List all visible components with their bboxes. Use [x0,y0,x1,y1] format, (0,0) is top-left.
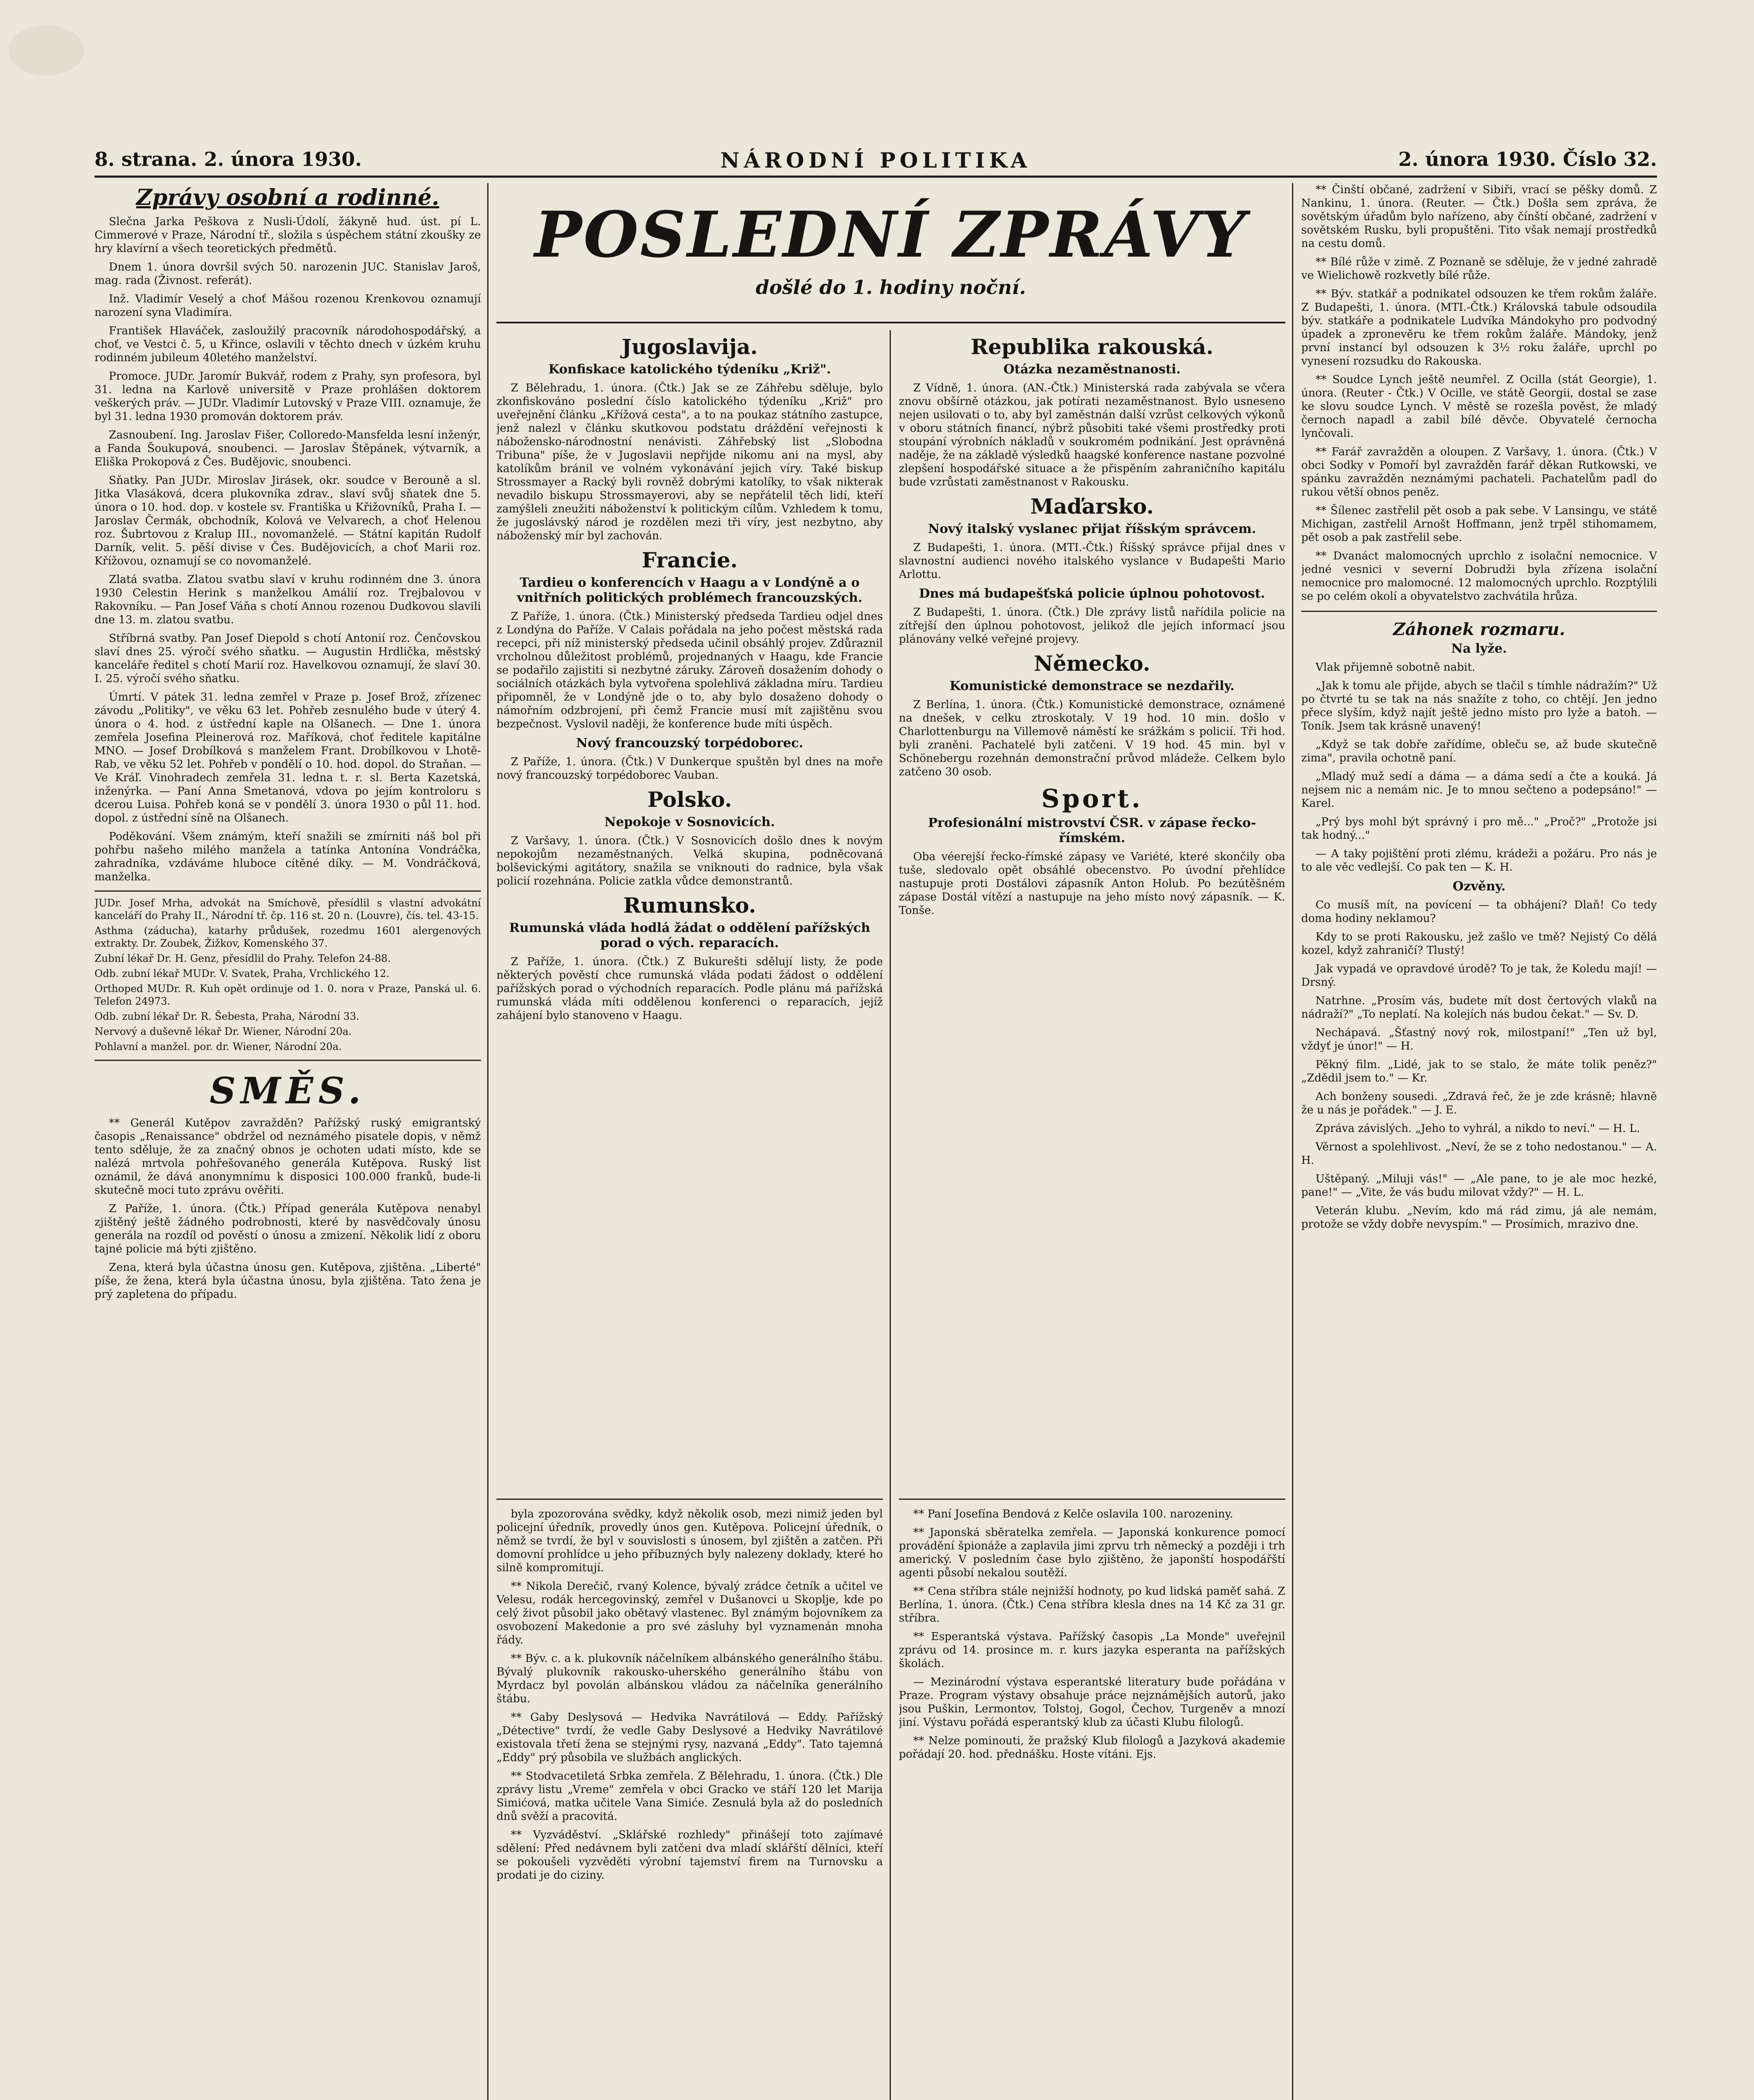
article-paragraph: Poděkování. Všem známým, kteří snažili se zmírniti náš bol při pohřbu našeho milého manžela a tatínka Antonína Vondráčka, zahradníka, vzdáváme hluboce cítěné díky. — M. Vondráčková, manželka. [95,830,481,883]
article-paragraph: Nechápavá. „Šťastný nový rok, milostpaní!" „Ten už byl, vždyť je únor!" — H. [1301,1026,1657,1053]
article-paragraph: Zpráva závislých. „Jeho to vyhrál, a nikdo to neví." — H. L. [1316,1122,1640,1135]
article-paragraph: ** Býv. statkář a podnikatel odsouzen ke třem rokům žaláře. Z Budapešti, 1. února. (MTI.-Čtk.) Královská tabule odsoudila býv. statkáře a podnikatele Ludvíka Mándokyho pro podvodný úpadek a zpronevěru ke třem rokům žaláře. Mándoky, jenž první instancí byl odsouzen k 3½ roku žaláře, uprchl po vynesení rozsudku do Rakouska. [1301,288,1657,368]
column-personal-news [95,183,481,2100]
article-headline: Otázka nezaměstnanosti. [1003,362,1181,377]
banner-title: POSLEDNÍ ZPRÁVY [534,198,1247,272]
section-divider [496,1499,883,1500]
classified-ad: Orthoped MUDr. R. Kuh opět ordinuje od 1. 0. nora v Praze, Panská ul. 6. Telefon 24973. [95,983,481,1007]
article-paragraph: Z Paříže, 1. února. (Čtk.) Ministerský předseda Tardieu odjel dnes z Londýna do Paříže. V Calais pořádala na jeho počest městská rada recepci, při níž ministerský předseda učinil obsáhlý projev. Zdůraznil vrcholnou důležitost problémů, projednaných v Haagu, kde Francie se podařilo zajistiti si nezbytné záruky. Zároveň dosažením dohody o sociálních otázkách byla vytvořena spolehlivá základna míru. Tardieu připomněl, že v Londýně jde o to, aby bylo dosaženo dohody o námořním odzbrojení, při čemž Francie musí mít zajištěnu svou bezpečnost. Vyslovil naději, že konference bude míti úspěch. [496,610,883,730]
article-paragraph: ** Bílé růže v zimě. Z Poznaně se sděluje, že v jedné zahradě ve Wielichowě rozkvetly bílé růže. [1301,256,1657,282]
article-paragraph: „Když se tak dobře zařídíme, obleču se, až bude skutečně zima", pravila ochotně paní. [1301,738,1657,764]
article-headline: Konfiskace katolického týdeníku „Križ". [548,362,831,377]
article-paragraph: ** Stodvacetiletá Srbka zemřela. Z Bělehradu, 1. února. (Čtk.) Dle zprávy listu „Vreme" zemřela v obci Gracko ve stáří 120 let Marija Simićová, matka učitele Vana Simiće. Zesnulá byla až do posledních dnů svěží a pracovitá. [496,1770,883,1823]
country-heading: Jugoslavija. [622,334,758,359]
article-paragraph: — Mezinárodní výstava esperantské literatury bude pořádána v Praze. Program výstavy obsahuje práce nejznámějších autorů, jako jsou Puškin, Lermontov, Tolstoj, Gogol, Čechov, Turgeněv a mnozí jiní. Výstavu pořádá esperantský klub za účasti Klubu filologů. [899,1676,1285,1729]
article-paragraph: ** Býv. c. a k. plukovník náčelníkem albánského generálního štábu. Bývalý plukovník rakousko-uherského generálního štábu von Myrdacz byl povolán albánskou vládou za náčelníka generálního štábu. [496,1652,883,1705]
column-rule [487,183,488,2100]
article-paragraph: ** Farář zavražděn a oloupen. Z Varšavy, 1. února. (Čtk.) V obci Sodky v Pomoří byl zavražděn farář děkan Rutkowski, ve spánku zavražděn neznámými pachateli. Pachatelům padl do rukou větší obnos peněz. [1301,446,1657,499]
classified-ad: Nervový a duševně lékař Dr. Wiener, Národní 20a. [95,1026,352,1037]
article-paragraph: Kdy to se proti Rakousku, jež zašlo ve tmě? Nejistý Co dělá kozel, když zahraničí? Tlustý! [1301,931,1657,957]
article-paragraph: Oba véerejší řecko-římské zápasy ve Variété, které skončily oba tuše, sledovalo opět obsáhlé obecenstvo. Po úvodní přehlídce nastupuje proti Dostálovi zápasník Anton Holub. Po bezútěšném zápase Dostál vítězí a nastupuje na jeho místo nový zápasník. — K. Tonše. [899,850,1285,917]
banner-subtitle: došlé do 1. hodiny noční. [756,276,1026,299]
classified-ads [95,890,481,1061]
article-paragraph: byla zpozorována svědky, když několik osob, mezi nimiž jeden byl policejní úředník, provedly únos gen. Kutěpova. Policejní úředník, o němž se tvrdí, že byl v souvislosti s únosem, byl zjištěn a zatčen. Při domovní prohlídce u jeho příbuzných byly nalezeny doklady, které ho silně kompromitují. [496,1508,883,1574]
article-paragraph: — A taky pojištění proti zlému, krádeži a požáru. Pro nás je to ale věc vedlejší. Co pak ten — K. H. [1301,848,1657,874]
article-paragraph: Promoce. JUDr. Jaromír Bukvář, rodem z Prahy, syn profesora, byl 31. ledna na Karlově universitě v Praze prohlášen doktorem veškerých práv. — JUDr. Vladimír Lutovský v Praze VIII. oznamuje, že byl 31. ledna 1930 promován doktorem práv. [95,370,481,423]
article-headline: Nový francouzský torpédoborec. [576,736,803,751]
article-paragraph: Z Budapešti, 1. února. (Čtk.) Dle zprávy listů nařídila policie na zítřejší den úplnou pohotovost, jelikož dle jejích informací jsou plánovány velké veřejné projevy. [899,606,1285,646]
article-paragraph: Z Varšavy, 1. února. (Čtk.) V Sosnovicích došlo dnes k novým nepokojům nezaměstnaných. Velká skupina, podněcovaná bolševickými agitátory, snažila se vniknouti do radnice, byla však policií rozehnána. Policie zatkla vůdce demonstrantů. [496,835,883,887]
article-paragraph: Z Paříže, 1. února. (Čtk.) Případ generála Kutěpova nenabyl zjištěný ještě žádného podrobnosti, které by nasvědčovaly únosu generála na rozdíl od pověstí o únosu a zmizení. Několik lidí z oboru tajné policie má býti zjištěno. [95,1202,481,1255]
article-paragraph: „Prý bys mohl být správný i pro mě..." „Proč?" „Protože jsi tak hodný..." [1301,816,1657,842]
column-world-news-right [899,330,1285,1481]
article-paragraph: Věrnost a spolehlivost. „Neví, že se z toho nedostanou." — A. H. [1301,1141,1657,1167]
article-paragraph: Zlatá svatba. Zlatou svatbu slaví v kruhu rodinném dne 3. února 1930 Celestin Herink s manželkou Amálií roz. Trejbalovou v Rakovníku. — Pan Josef Váňa s chotí Annou rozenou Dudkovou slavili dne 13. m. zlatou svatbu. [95,573,481,626]
article-paragraph: ** Paní Josefína Bendová z Kelče oslavila 100. narozeniny. [913,1508,1234,1520]
country-heading: Rumunsko. [623,893,756,918]
article-paragraph: ** Japonská sběratelka zemřela. — Japonská konkurence pomocí provádění špionáže a zaplavila jimi zprvu trh německý a později i trh americký. V posledním čase bylo zjištěno, že japonští hospodářští agenti působí nekalou soutěží. [899,1526,1285,1579]
article-paragraph: Pěkný film. „Lidé, jak to se stalo, že máte tolik peněz?" „Zdědil jsem to." — Kr. [1301,1058,1657,1084]
article-headline: Ozvěny. [1452,879,1506,894]
classified-ad: Zubní lékař Dr. H. Genz, přesídlil do Prahy. Telefon 24-88. [95,953,391,964]
article-paragraph: Z Budapešti, 1. února. (MTI.-Čtk.) Říšský správce přijal dnes v slavnostní audienci nového italského vyslance v Budapešti Mario Arlottu. [899,541,1285,581]
article-paragraph: Dnem 1. února dovršil svých 50. narozenin JUC. Stanislav Jaroš, mag. rada (Živnost. referát). [95,261,481,287]
article-paragraph: ** Šílenec zastřelil pět osob a pak sebe. V Lansingu, ve státě Michigan, zastřelil Arnošt Hoffmann, jenž trpěl stihomamem, pět osob a pak zastřelil sebe. [1301,504,1657,544]
country-heading: Polsko. [647,787,732,812]
article-paragraph: Veterán klubu. „Nevím, kdo má rád zimu, já ale nemám, protože se vždy dobře nevyspím." — Prosímich, mrazivo dne. [1301,1205,1657,1231]
latest-news-banner [496,183,1285,323]
article-paragraph: Inž. Vladimír Veselý a choť Mášou rozenou Krenkovou oznamují narození syna Vladimíra. [95,293,481,319]
section-title-humor: Záhonek rozmaru. [1393,620,1565,639]
section-divider [1301,611,1657,612]
article-paragraph: ** Gaby Deslysová — Hedvika Navrátilová — Eddy. Pařížský „Détective" tvrdí, že vedle Gaby Deslysové a Hedviky Navrátilové existovala třetí žena se stejnými rysy, nazvaná „Eddy". Tato tajemná „Eddy" prý působila ve službách anglických. [496,1711,883,1764]
article-paragraph: Zena, která byla účastna únosu gen. Kutěpova, zjištěna. „Liberté" píše, že žena, která byla účastna únosu, byla zjištěna. Tato žena je prý zapletena do případu. [95,1261,481,1301]
article-headline: Tardieu o konferencích v Haagu a v Londýně a o vnitřních politických problémech francouzských. [517,575,863,605]
article-paragraph: ** Dvanáct malomocných uprchlo z isolační nemocnice. V jedné vesnici v severní Dobrudži byla zřízena isolační nemocnice pro malomocné. 12 malomocných uprchlo. Rozptýlili se po celém okolí a obyvatelstvo zachvátila hrůza. [1301,550,1657,603]
masthead: NÁRODNÍ POLITIKA [720,148,1031,173]
article-paragraph: Z Paříže, 1. února. (Čtk.) Z Bukurešti sdělují listy, že pode některých pověstí chce rumunská vláda podati žádost o oddělení pařížských porad o východních reparacích. Podle plánu má pařížská rumunská vláda míti oddělenou konferenci o reparacích, jejíž zahájení bylo stanoveno v Haagu. [496,956,883,1022]
section-title-smes: SMĚS. [210,1070,366,1112]
paper-stain [8,25,84,76]
article-paragraph: Stříbrná svatby. Pan Josef Diepold s chotí Antonií roz. Čenčovskou slaví dnes 25. výročí svého sňatku. — Augustin Hrdlička, městský kanceláře ředitel s chotí Marií roz. Havelkovou oznamují, že slaví 30. I. 25. výročí svého sňatku. [95,632,481,685]
article-paragraph: Co musíš mít, na povícení — ta obhájení? Dlaň! Co tedy doma hodiny neklamou? [1301,899,1657,925]
header-issue-number: 2. února 1930. Číslo 32. [1398,148,1657,171]
country-heading: Francie. [641,548,738,572]
article-paragraph: ** Generál Kutěpov zavražděn? Pařížský ruský emigrantský časopis „Renaissance" obdržel od neznámého pisatele dopis, v němž tento sděluje, že za značný obnos je ochoten udati místo, kde se nalézá mrtvola pohřešovaného generála Kutěpova. Ruský list oznámil, že dává anonymnímu k disposici 100.000 franků, bude-li skutečně moci tuto zprávu ověřiti. [95,1117,481,1197]
article-paragraph: Jak vypadá ve opravdové úrodě? To je tak, že Koledu mají! — Drsný. [1301,963,1657,989]
article-paragraph: ** Esperantská výstava. Pařížský časopis „La Monde" uveřejnil zprávu od 14. prosince m. r. kurs jazyka esperanta na pařížských školách. [899,1630,1285,1670]
country-heading: Německo. [1034,651,1150,676]
column-world-news-left [496,330,883,1481]
article-headline: Dnes má budapešťská policie úplnou pohotovost. [919,586,1265,601]
column-miscellany [1301,183,1657,2100]
article-paragraph: ** Nelze pominouti, že pražský Klub filologů a Jazyková akademie pořádají 20. hod. přednášku. Hoste vítáni. Ejs. [899,1735,1285,1761]
article-paragraph: Sňatky. Pan JUDr. Miroslav Jirásek, okr. soudce v Berouně a sl. Jitka Vlasáková, dcera plukovníka zdrav., slaví svůj sňatek dne 5. února o 10. hod. dop. v kostele sv. Františka u Křižovníků, Praha I. — Jaroslav Čermák, obchodník, Kolová ve Velvarech, a choť Helenou roz. Šubrtovou z Kralup III., novomanželé. — Státní kapitán Rudolf Darník, velit. 5. pěší divise v Čes. Budějovicích, a choť Marii roz. Křížovou, oznamují se co novomanželé. [95,474,481,567]
classified-ad: JUDr. Josef Mrha, advokát na Smíchově, přesídlil s vlastní advokátní kanceláří do Prahy II., Národní tř. čp. 116 st. 20 n. (Louvre), čís. tel. 43-15. [95,897,481,921]
article-paragraph: ** Vyzváděství. „Sklářské rozhledy" přinášejí toto zajímavé sdělení: Před nedávnem byli zatčeni dva mladí sklářští dělníci, kteří se pokoušeli vyzvěděti výrobní tajemství firem na Turnovsku a prodati je do ciziny. [496,1829,883,1882]
article-headline: Komunistické demonstrace se nezdařily. [949,679,1235,693]
article-headline: Nový italský vyslanec přijat říšským správcem. [928,522,1256,536]
article-headline: Nepokoje v Sosnovicích. [604,815,775,830]
section-title-personal: Zprávy osobní a rodinné. [136,185,439,210]
article-paragraph: „Jak k tomu ale přijde, abych se tlačil s tímhle nádražím?" Už po čtvrté tu se tak na nás snažíte z toho, co chtějí. Jen jedno přece slyším, když najít ještě jedno místo pro lyže a batoh. — Toník. Jsem tak krásně unavený! [1301,680,1657,732]
article-paragraph: František Hlaváček, zasloužilý pracovník národohospodářský, a choť, ve Vestci č. 5, u Křince, oslavili v těchto dnech v úzkém kruhu rodinném jubileum 40letého manželství. [95,325,481,364]
article-headline: Rumunská vláda hodlá žádat o oddělení pařížských porad o vých. reparacích. [509,921,870,950]
article-headline: Profesionální mistrovství ČSR. v zápase řecko-římském. [928,816,1256,845]
article-paragraph: Vlak přijemně sobotně nabit. [1316,661,1476,674]
column-rule [890,330,891,2100]
country-heading: Republika rakouská. [971,334,1213,359]
article-paragraph: Z Paříže, 1. února. (Čtk.) V Dunkerque spuštěn byl dnes na moře nový francouzský torpédoborec Vauban. [496,756,883,782]
article-paragraph: Úmrtí. V pátek 31. ledna zemřel v Praze p. Josef Brož, zřízenec závodu „Politiky", ve věku 63 let. Pohřeb zesnulého bude v úterý 4. února o 4. hod. z ústřední kaple na Olšanech. — Dne 1. února zemřela Josefina Pleinerová roz. Maříková, choť ředitele kapitálne MNO. — Josef Drobílková s manželem Frant. Drobílkovou v Lhotě-Rab, ve věku 52 let. Pohřeb v pondělí o 10. hod. dopol. do Straňan. — Ve Kráľ. Vinohradech zemřela 31. ledna t. r. sl. Berta Kazetská, inženýrka. — Paní Anna Smetanová, vdova po jejím kontroloru s dcerou Luisa. Pohřeb koná se v pondělí 3. února 1930 o půl 11. hod. dopol. z ústřední síně na Olšanech. [95,691,481,824]
article-paragraph: ** Soudce Lynch ještě neumřel. Z Ocilla (stát Georgie), 1. února. (Reuter - Čtk.) V Ocille, ve státě Georgii, dostal se zase ke slovu soudce Lynch. V městě se rozešla pověst, že mladý černoch napadl a zabil bílé děvče. Obyvatelé černocha lynčovali. [1301,373,1657,440]
classified-ad: Odb. zubní lékař MUDr. V. Svatek, Praha, Vrchlického 12. [95,968,390,979]
classified-ad: Pohlavní a manžel. por. dr. Wiener, Národní 20a. [95,1041,342,1053]
sport-section-logo: Sport. [1041,784,1143,814]
article-paragraph: Ach bonženy sousedi. „Zdravá řeč, že je zde krásně; hlavně že u nás je pořádek." — J. E. [1301,1090,1657,1116]
article-paragraph: Z Bělehradu, 1. února. (Čtk.) Jak se ze Záhřebu sděluje, bylo zkonfiskováno poslední číslo katolického týdeníku „Križ" pro uveřejnění článku „Křížová cesta", a to na poukaz státního zastupce, jenž nalezl v článku skutkovou podstatu dráždění veřejnosti k nábožensko-národnostní nenávisti. Záhřebský list „Slobodna Tribuna" píše, že v Jugoslavii nepřijde nikomu ani na mysl, aby katolíkům bránil ve volném vykonávání jejich víry. Také biskup Strossmayer a Racký byli rovněž dobrými katolíky, to však nikterak nevadilo biskupu Strossmayerovi, aby se nepřátelil těch lidí, kteří zamýšleli zneužiti náboženství k politickým cílům. Vzhledem k tomu, že jugoslávský národ je rozdělen mezi tři víry, jest nezbytno, aby náboženský mír byl zachován. [496,382,883,542]
article-paragraph: Slečna Jarka Peškova z Nusli-Údolí, žákyně hud. úst. pí L. Cimmerové v Praze, Národní tř., složila s úspěchem státní zkoušky ze hry klavírní a všech teoretických předmětů. [95,215,481,255]
column-lower-right [899,1491,1285,2100]
header-page-date: 8. strana. 2. února 1930. [95,148,362,171]
article-paragraph: ** Nikola Derečič, rvaný Kolence, bývalý zrádce četník a učitel ve Velesu, rodák hercegovinský, zemřel v Dušanovci u Skoplje, kde po celý život působil jako obětavý vlastenec. Byl známým bojovníkem za osvobození Makedonie a pro své zásluhy byl vyznamenán mnoha řády. [496,1580,883,1646]
article-paragraph: Zasnoubení. Ing. Jaroslav Fišer, Colloredo-Mansfelda lesní inženýr, a Fanda Šoukupová, snoubenci. — Jaroslav Štěpánek, výtvarník, a Eliška Prokopová z Čes. Budějovic, snoubenci. [95,429,481,468]
classified-ad: Odb. zubní lékař Dr. R. Šebesta, Praha, Národní 33. [95,1011,360,1022]
classified-ad: Asthma (záducha), katarhy průdušek, rozedmu 1601 alergenových extrakty. Dr. Zoubek, Žižkov, Komenského 37. [95,925,481,949]
article-paragraph: Z Vídně, 1. února. (AN.-Čtk.) Ministerská rada zabývala se včera znovu obšírně otázkou, jak potírati nezaměstnanost. Bylo usneseno nejen usilovati o to, aby byl zaměstnán další vzrůst celkových výkonů v oboru státních financí, nýbrž působiti také všemi prostředky proti stoupání výrobních nákladů v soukromém podnikání. Jest oprávněná naděje, že na základě výsledků haagské konference nastane pozvolné zlepšení hospodářské situace a že přispěním zahraničního kapitálu bude vzrůstati zaměstnanost v Rakousku. [899,382,1285,488]
article-paragraph: ** Cena stříbra stále nejnižší hodnoty, po kud lidská paměť sahá. Z Berlína, 1. února. (Čtk.) Cena stříbra klesla dnes na 14 Kč za 31 gr. stříbra. [899,1585,1285,1625]
article-paragraph: ** Činští občané, zadržení v Sibiři, vrací se pěšky domů. Z Nankinu, 1. února. (Reuter. — Čtk.) Došla sem zpráva, že sovětským úřadům bylo nařízeno, aby čínští občané, zadržení v sovětském Rusku, byli propuštěni. Tito však nemají prostředků na cestu domů. [1301,184,1657,250]
article-paragraph: Z Berlína, 1. února. (Čtk.) Komunistické demonstrace, oznámené na dnešek, v celku ztroskotaly. V 19 hod. 10 min. došlo v Charlottenburgu na Villemově náměstí ke srážkám s policií. Tři hod. byli zraněni. Pachatelé byli zatčeni. V 19 hod. 45 min. byl v Schönebergu rozehnán demonstrační průvod mládeže. Celkem bylo zatčeno 30 osob. [899,698,1285,778]
article-paragraph: Uštěpaný. „Miluji vás!" — „Ale pane, to je ale moc hezké, pane!" — „Vite, že vás budu milovat vždy?" — H. L. [1301,1173,1657,1199]
page-header [95,148,1657,178]
section-divider [899,1499,1285,1500]
article-paragraph: Natrhne. „Prosím vás, budete mít dost čertových vlaků na nádraží?" „To neplatí. Na kolejích nás budou čekat." — Sv. D. [1301,995,1657,1021]
article-paragraph: „Mladý muž sedí a dáma — a dáma sedí a čte a kouká. Já nejsem nic a nemám nic. Je to mnou sečteno a podepsáno!" — Karel. [1301,770,1657,810]
column-rule [1292,183,1293,2100]
column-lower-left [496,1491,883,2100]
country-heading: Maďarsko. [1030,494,1154,519]
article-headline: Na lyže. [1451,641,1507,656]
